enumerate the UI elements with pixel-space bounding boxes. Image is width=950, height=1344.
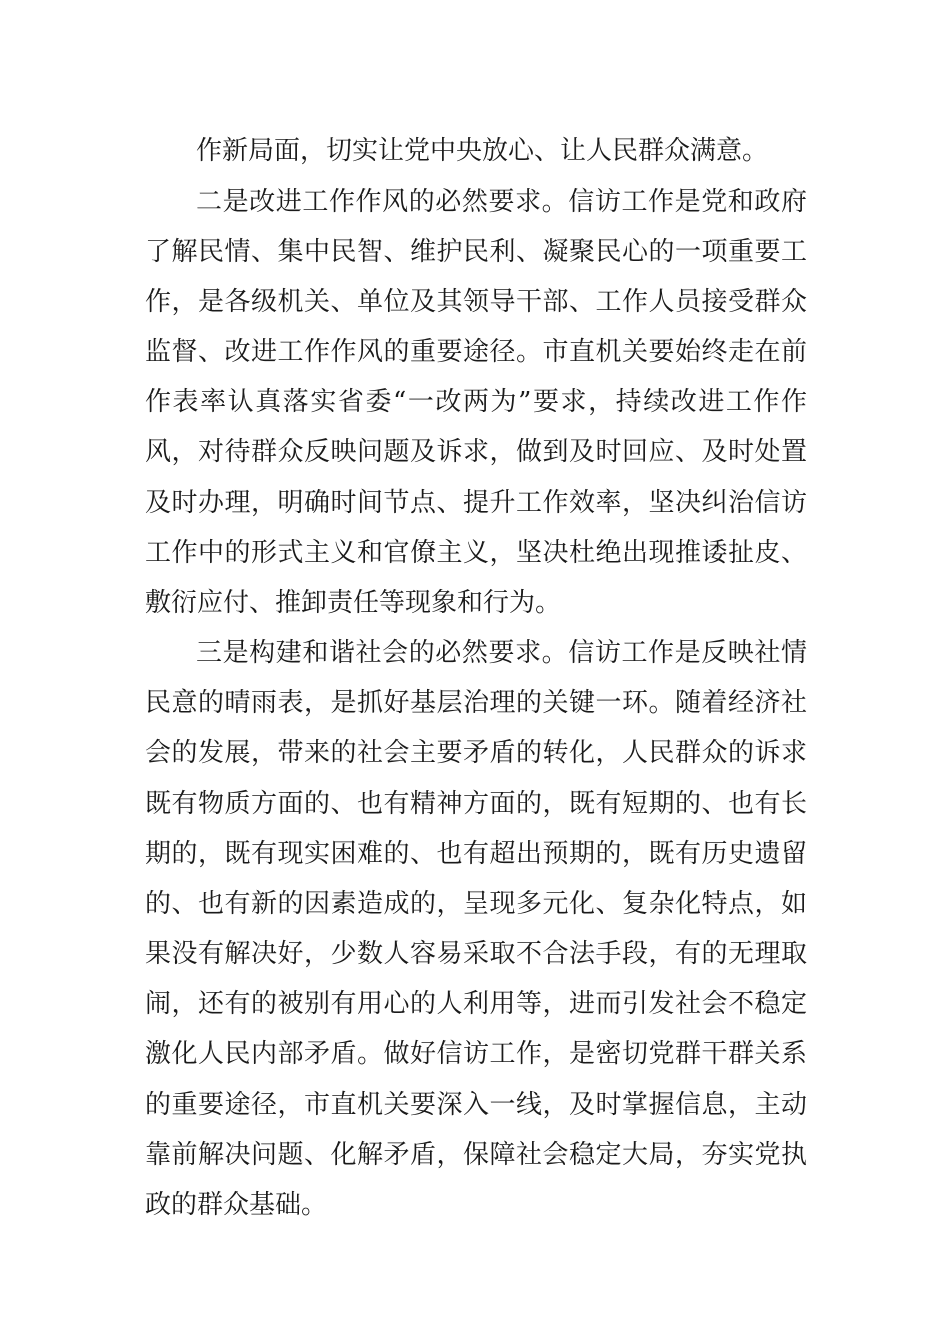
text-line: 靠前解决问题、化解矛盾，保障社会稳定大局，夯实党执	[145, 1140, 807, 1170]
text-line: 作新局面，切实让党中央放心、让人民群众满意。	[196, 136, 769, 166]
text-line: 的重要途径，市直机关要深入一线，及时掌握信息，主动	[145, 1090, 807, 1120]
text-line: 期的，既有现实困难的、也有超出预期的，既有历史遗留	[145, 839, 807, 869]
text-line: 了解民情、集中民智、维护民利、凝聚民心的一项重要工	[145, 237, 807, 267]
text-line: 二是改进工作作风的必然要求。信访工作是党和政府	[196, 187, 807, 217]
text-line: 会的发展，带来的社会主要矛盾的转化，人民群众的诉求	[145, 738, 807, 768]
text-line: 风，对待群众反映问题及诉求，做到及时回应、及时处置	[145, 437, 807, 467]
text-line: 的、也有新的因素造成的，呈现多元化、复杂化特点，如	[145, 889, 807, 919]
text-line: 监督、改进工作作风的重要途径。市直机关要始终走在前	[145, 337, 807, 367]
text-line: 工作中的形式主义和官僚主义，坚决杜绝出现推诿扯皮、	[145, 538, 807, 568]
text-line: 激化人民内部矛盾。做好信访工作，是密切党群干群关系	[145, 1039, 807, 1069]
text-line: 政的群众基础。	[145, 1190, 328, 1220]
text-line: 既有物质方面的、也有精神方面的，既有短期的、也有长	[145, 789, 807, 819]
text-line: 三是构建和谐社会的必然要求。信访工作是反映社情	[196, 638, 807, 668]
text-line: 敷衍应付、推卸责任等现象和行为。	[145, 588, 562, 618]
text-line: 作，是各级机关、单位及其领导干部、工作人员接受群众	[145, 287, 807, 317]
text-line: 果没有解决好，少数人容易采取不合法手段，有的无理取	[145, 939, 807, 969]
text-line: 民意的晴雨表，是抓好基层治理的关键一环。随着经济社	[145, 688, 807, 718]
text-line: 闹，还有的被别有用心的人利用等，进而引发社会不稳定	[145, 989, 807, 1019]
text-line: 作表率认真落实省委“一改两为”要求，持续改进工作作	[145, 387, 807, 417]
text-line: 及时办理，明确时间节点、提升工作效率，坚决纠治信访	[145, 488, 807, 518]
